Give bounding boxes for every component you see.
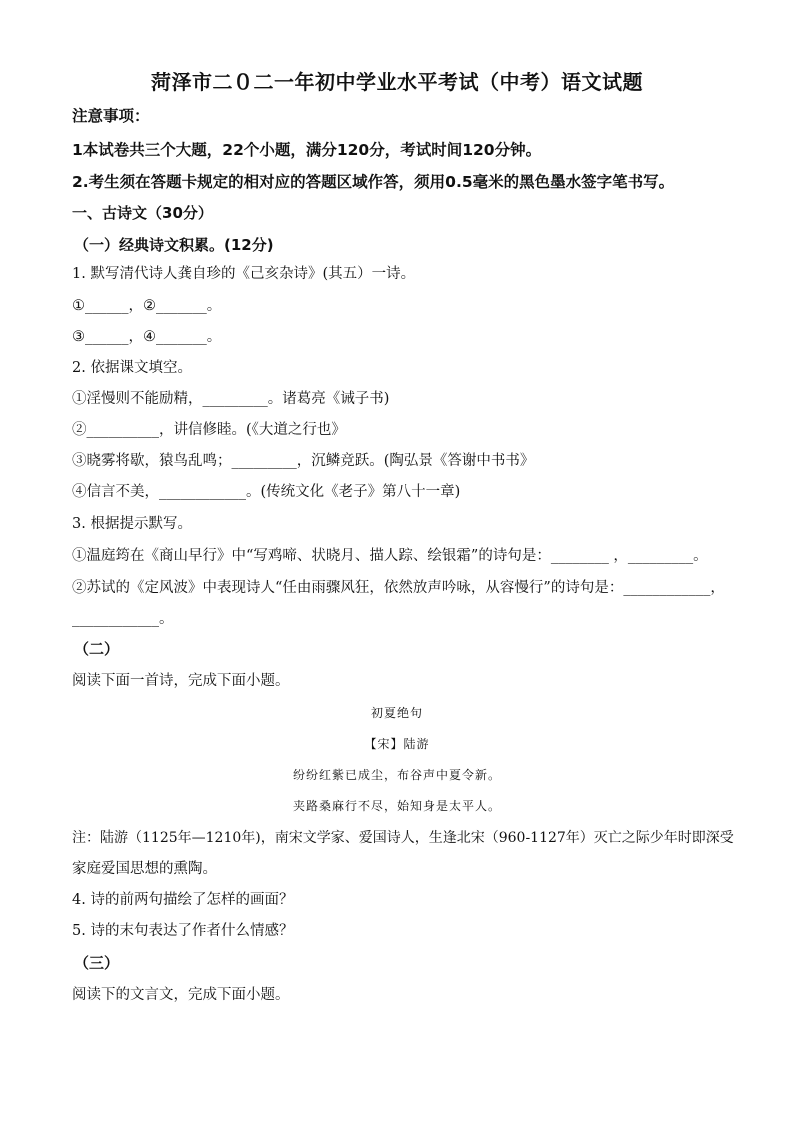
question-3-b-continued: ____________。 bbox=[72, 611, 174, 627]
reading-2-intro: 阅读下面一首诗，完成下面小题。 bbox=[72, 673, 290, 689]
question-1-blanks-2: ③______，④_______。 bbox=[72, 329, 222, 345]
poem-note-line-1: 注：陆游（1125年—1210年)，南宋文学家、爱国诗人，生逢北宋（960-1127年）灭亡之际少年时即深受 bbox=[72, 830, 734, 846]
notice-item-2: 2.考生须在答题卡规定的相对应的答题区域作答，须用0.5毫米的黑色墨水签字笔书写。 bbox=[72, 173, 675, 191]
section-1-heading: （一）经典诗文积累。(12分) bbox=[74, 236, 274, 254]
question-2-c: ③晓雾将歇，猿鸟乱鸣；_________，沉鳞竞跃。(陶弘景《答谢中书书》 bbox=[72, 453, 535, 469]
question-2-a: ①淫慢则不能励精，_________。诸葛亮《诫子书) bbox=[72, 391, 390, 407]
poem-note-line-2: 家庭爱国思想的熏陶。 bbox=[72, 861, 217, 877]
poem-line-2: 夹路桑麻行不尽，始知身是太平人。 bbox=[292, 799, 501, 813]
question-2-b: ②__________，讲信修睦。(《大道之行也》 bbox=[72, 422, 346, 438]
question-5: 5. 诗的末句表达了作者什么情感？ bbox=[72, 923, 294, 939]
notice-item-1: 1本试卷共三个大题，22个小题，满分120分，考试时间120分钟。 bbox=[72, 141, 542, 159]
question-2-d: ④信言不美，____________。(传统文化《老子》第八十一章) bbox=[72, 484, 461, 500]
exam-title: 菏泽市二０二一年初中学业水平考试（中考）语文试题 bbox=[151, 70, 643, 94]
question-3-stem: 3. 根据提示默写。 bbox=[72, 516, 192, 532]
notice-heading: 注意事项： bbox=[72, 107, 150, 125]
section-3-heading: （三） bbox=[74, 954, 120, 972]
question-1-blanks-1: ①______，②_______。 bbox=[72, 298, 222, 314]
question-4: 4. 诗的前两句描绘了怎样的画面？ bbox=[72, 892, 294, 908]
part1-heading: 一、古诗文（30分） bbox=[72, 204, 213, 222]
poem-line-1: 纷纷红紫已成尘，布谷声中夏令新。 bbox=[292, 768, 501, 782]
question-1-stem: 1. 默写清代诗人龚自珍的《己亥杂诗》(其五）一诗。 bbox=[72, 266, 416, 282]
question-2-stem: 2. 依据课文填空。 bbox=[72, 360, 192, 376]
reading-3-intro: 阅读下的文言文，完成下面小题。 bbox=[72, 987, 290, 1003]
question-3-a: ①温庭筠在《商山早行》中“写鸡啼、状晓月、描人踪、绘银霜”的诗句是：________ ，_________。 bbox=[72, 548, 708, 564]
question-3-b: ②苏试的《定风波》中表现诗人“任由雨骤风狂，依然放声吟咏，从容慢行”的诗句是：____________， bbox=[72, 580, 725, 596]
section-2-heading: （二） bbox=[74, 640, 120, 658]
poem-title: 初夏绝句 bbox=[370, 706, 423, 720]
poem-author: 【宋】陆游 bbox=[364, 737, 430, 751]
